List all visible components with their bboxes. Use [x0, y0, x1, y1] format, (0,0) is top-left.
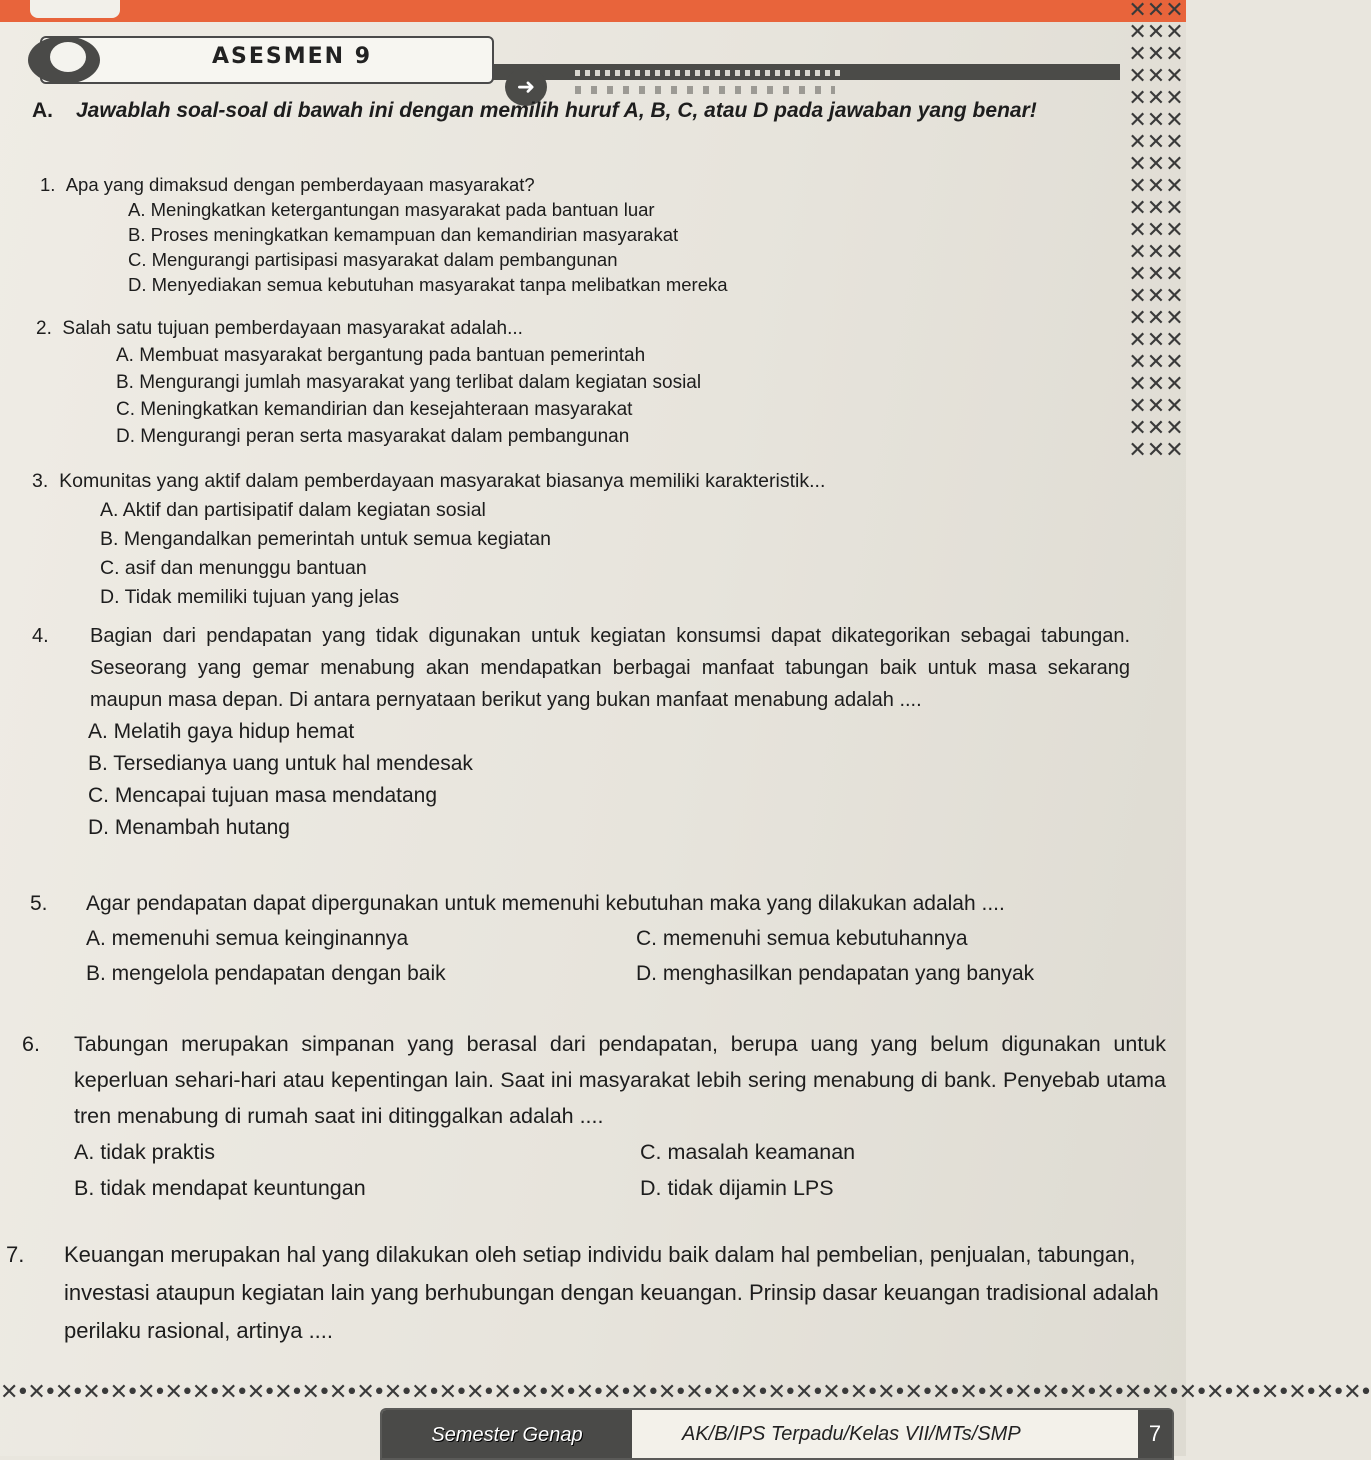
instruction-section: [32, 98, 1122, 124]
page-number: 7: [1138, 1410, 1172, 1458]
answer-options: [30, 921, 1170, 991]
answer-option[interactable]: C. Meningkatkan kemandirian dan kesejahteraan masyarakat: [116, 399, 633, 420]
top-tab-decoration: [30, 0, 120, 18]
question-2: [36, 315, 1116, 450]
answer-option[interactable]: A. Meningkatkan ketergantungan masyarakat pada bantuan luar: [128, 199, 655, 220]
instruction-text: Jawablah soal-soal di bawah ini dengan memilih huruf A, B, C, atau D pada jawaban yang benar!: [76, 99, 1037, 122]
question-1: [36, 172, 1116, 297]
course-info: AK/B/IPS Terpadu/Kelas VII/MTs/SMP: [682, 1423, 1021, 1445]
answer-option[interactable]: D. Menambah hutang: [88, 816, 290, 839]
question-number: 6.: [22, 1032, 40, 1056]
question-5: [30, 886, 1170, 991]
answer-option[interactable]: C. masalah keamanan: [640, 1140, 856, 1164]
answer-option[interactable]: B. Tersedianya uang untuk hal mendesak: [88, 752, 473, 775]
answer-option[interactable]: C. asif dan menunggu bantuan: [100, 557, 367, 579]
question-4: [32, 620, 1142, 844]
header-badge-inner: [50, 42, 86, 72]
section-label: A.: [32, 99, 53, 122]
question-number: 1.: [40, 174, 56, 195]
answer-option[interactable]: C. Mengurangi partisipasi masyarakat dalam pembangunan: [128, 249, 618, 270]
answer-option[interactable]: A. Membuat masyarakat bergantung pada bantuan pemerintah: [116, 345, 646, 366]
answer-option[interactable]: C. memenuhi semua kebutuhannya: [636, 927, 968, 950]
question-number: 2.: [36, 318, 52, 339]
answer-option[interactable]: A. tidak praktis: [74, 1140, 215, 1164]
page-title: ASESMEN 9: [212, 44, 373, 69]
answer-option[interactable]: A. Melatih gaya hidup hemat: [88, 720, 355, 743]
answer-option[interactable]: B. tidak mendapat keuntungan: [74, 1176, 366, 1200]
arrow-right-icon: ➜: [505, 68, 547, 106]
question-number: 5.: [30, 892, 48, 915]
header-dashes-decoration: [575, 86, 835, 94]
question-6: [22, 1026, 1172, 1206]
bottom-pattern-border: ✕•✕•✕•✕•✕•✕•✕•✕•✕•✕•✕•✕•✕•✕•✕•✕•✕•✕•✕•✕•✕•✕•✕•✕•✕•✕•✕•✕•✕•✕•✕•✕•✕•✕•✕•✕•✕•✕•✕•✕•✕•✕•✕•✕•✕•✕•✕•✕•✕•✕•: [0, 1380, 1371, 1405]
right-pattern-border: ✕✕✕✕✕✕✕✕✕✕✕✕✕✕✕✕✕✕✕✕✕✕✕✕✕✕✕✕✕✕✕✕✕✕✕✕✕✕✕✕✕✕✕✕✕✕✕✕✕✕✕✕✕✕✕✕✕✕✕✕✕✕✕: [1128, 0, 1184, 463]
answer-option[interactable]: D. tidak dijamin LPS: [640, 1176, 834, 1200]
question-text: 3. Komunitas yang aktif dalam pemberdayaan masyarakat biasanya memiliki karakteristik...: [32, 470, 826, 492]
question-number: 4.: [32, 625, 49, 647]
question-text: 5. Agar pendapatan dapat dipergunakan untuk memenuhi kebutuhan maka yang dilakukan adalah ....: [30, 886, 1170, 921]
question-text: 4. Bagian dari pendapatan yang tidak digunakan untuk kegiatan konsumsi dapat dikategorikan sebagai tabungan. Seseorang yang gemar menabung akan mendapatkan berbagai manfaat tabungan baik untuk masa sekarang maupun masa depan. Di antara pernyataan berikut yang bukan manfaat menabung adalah ....: [32, 620, 1142, 716]
question-number: 3.: [32, 470, 49, 492]
question-text: 7. Keuangan merupakan hal yang dilakukan oleh setiap individu baik dalam hal pembelian, penjualan, tabungan, investasi ataupun kegiatan lain yang berhubungan dengan keuangan. Prinsip dasar keuangan tradisional adalah perilaku rasional, artinya ....: [6, 1236, 1182, 1350]
question-number: 7.: [6, 1242, 25, 1267]
question-text: 1. Apa yang dimaksud dengan pemberdayaan masyarakat?: [40, 174, 535, 195]
header-dots-decoration: [575, 70, 845, 76]
answer-option[interactable]: B. Mengandalkan pemerintah untuk semua kegiatan: [100, 528, 551, 550]
answer-options: [22, 1134, 1172, 1206]
answer-option[interactable]: D. menghasilkan pendapatan yang banyak: [636, 962, 1035, 985]
semester-badge: Semester Genap: [382, 1410, 632, 1458]
answer-option[interactable]: B. Proses meningkatkan kemampuan dan kemandirian masyarakat: [128, 224, 679, 245]
answer-option[interactable]: C. Mencapai tujuan masa mendatang: [88, 784, 438, 807]
answer-option[interactable]: A. memenuhi semua keinginannya: [86, 927, 409, 950]
answer-option[interactable]: B. Mengurangi jumlah masyarakat yang terlibat dalam kegiatan sosial: [116, 372, 702, 393]
answer-option[interactable]: B. mengelola pendapatan dengan baik: [86, 962, 446, 985]
answer-option[interactable]: D. Mengurangi peran serta masyarakat dalam pembangunan: [116, 426, 630, 447]
question-text: 6. Tabungan merupakan simpanan yang berasal dari pendapatan, berupa uang yang belum digunakan untuk keperluan sehari-hari atau kepentingan lain. Saat ini masyarakat lebih sering menabung di bank. Penyebab utama tren menabung di rumah saat ini ditinggalkan adalah ....: [22, 1026, 1172, 1134]
question-text: 2. Salah satu tujuan pemberdayaan masyarakat adalah...: [36, 318, 523, 339]
question-7: [6, 1236, 1182, 1350]
footer-bar: [380, 1408, 1174, 1460]
answer-option[interactable]: D. Menyediakan semua kebutuhan masyarakat tanpa melibatkan mereka: [128, 274, 728, 295]
question-3: [32, 467, 1122, 612]
answer-option[interactable]: D. Tidak memiliki tujuan yang jelas: [100, 586, 400, 608]
answer-option[interactable]: A. Aktif dan partisipatif dalam kegiatan sosial: [100, 499, 486, 521]
top-decoration: [0, 0, 1186, 22]
